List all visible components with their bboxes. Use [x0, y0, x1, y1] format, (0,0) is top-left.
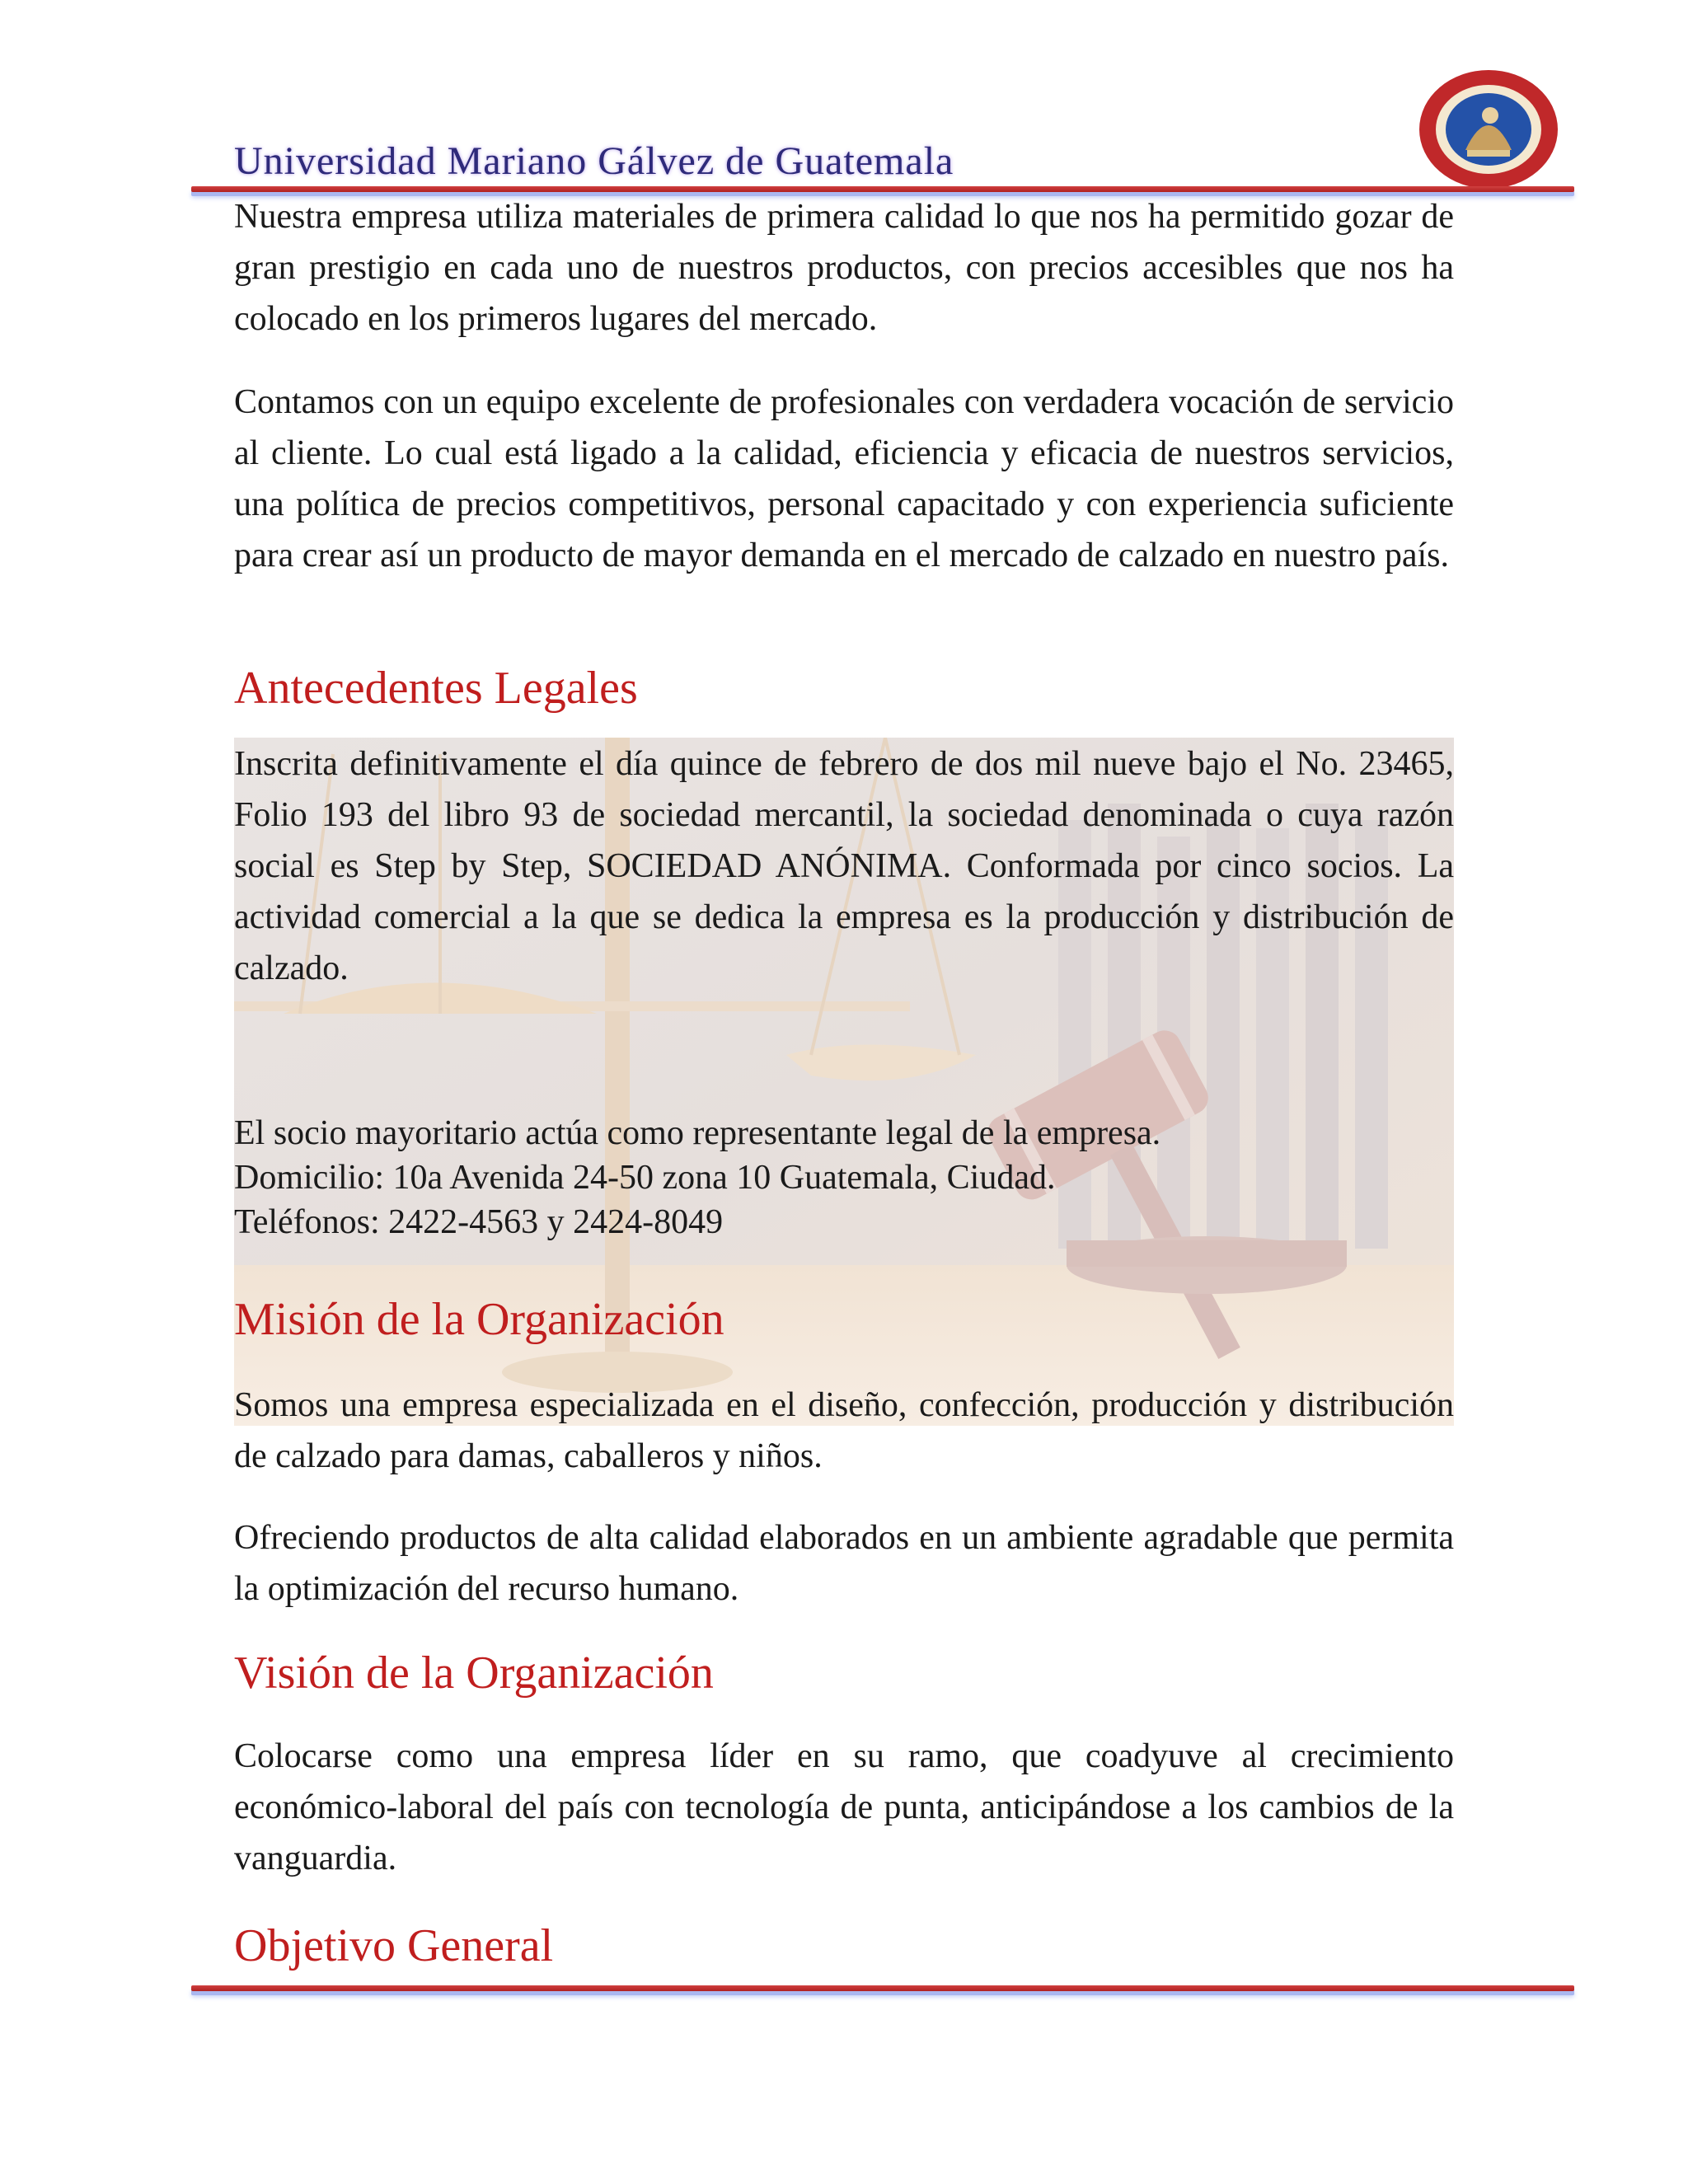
intro-paragraph-2: Contamos con un equipo excelente de profesionales con verdadera vocación de servicio al cliente. Lo cual está ligado a la calidad, eficiencia y eficacia de nuestros servicios, una política de precios competitivos, personal capacitado y con experiencia suficiente para crear así un producto de mayor demanda en el mercado de calzado en nuestro país. [234, 383, 1454, 574]
vision-paragraph: Colocarse como una empresa líder en su ramo, que coadyuve al crecimiento económico-laboral del país con tecnología de punta, anticipándose a los cambios de la vanguardia. [234, 1737, 1454, 1877]
legal-heading: Antecedentes Legales [234, 663, 638, 714]
legal-paragraph: Inscrita definitivamente el día quince de febrero de dos mil nueve bajo el No. 23465, Folio 193 del libro 93 de sociedad mercantil, la sociedad denominada o cuya razón social es Step by Step, SOCIEDAD ANÓNIMA. Conformada por cinco socios. La actividad comercial a la que se dedica la empresa es la producción y distribución de calzado. [234, 745, 1454, 987]
legal-representative-line: El socio mayoritario actúa como representante legal de la empresa. [234, 1114, 1161, 1152]
vision-heading: Visión de la Organización [234, 1647, 714, 1699]
legal-phone-line: Teléfonos: 2422-4563 y 2424-8049 [234, 1203, 724, 1241]
university-title: Universidad Mariano Gálvez de Guatemala [234, 139, 954, 183]
mission-paragraph-2: Ofreciendo productos de alta calidad elaborados en un ambiente agradable que permita la optimización del recurso humano. [234, 1519, 1454, 1608]
mission-heading: Misión de la Organización [234, 1294, 724, 1345]
legal-address-line: Domicilio: 10a Avenida 24-50 zona 10 Guatemala, Ciudad. [234, 1159, 1056, 1197]
intro-paragraph-1: Nuestra empresa utiliza materiales de primera calidad lo que nos ha permitido gozar de gran prestigio en cada uno de nuestros productos, con precios accesibles que nos ha colocado en los primeros lugares del mercado. [234, 198, 1454, 338]
objective-heading: Objetivo General [234, 1920, 554, 1971]
university-seal-logo [1416, 68, 1561, 191]
mission-paragraph-1: Somos una empresa especializada en el diseño, confección, producción y distribución de calzado para damas, caballeros y niños. [234, 1386, 1454, 1475]
footer-rule [191, 1985, 1574, 1991]
